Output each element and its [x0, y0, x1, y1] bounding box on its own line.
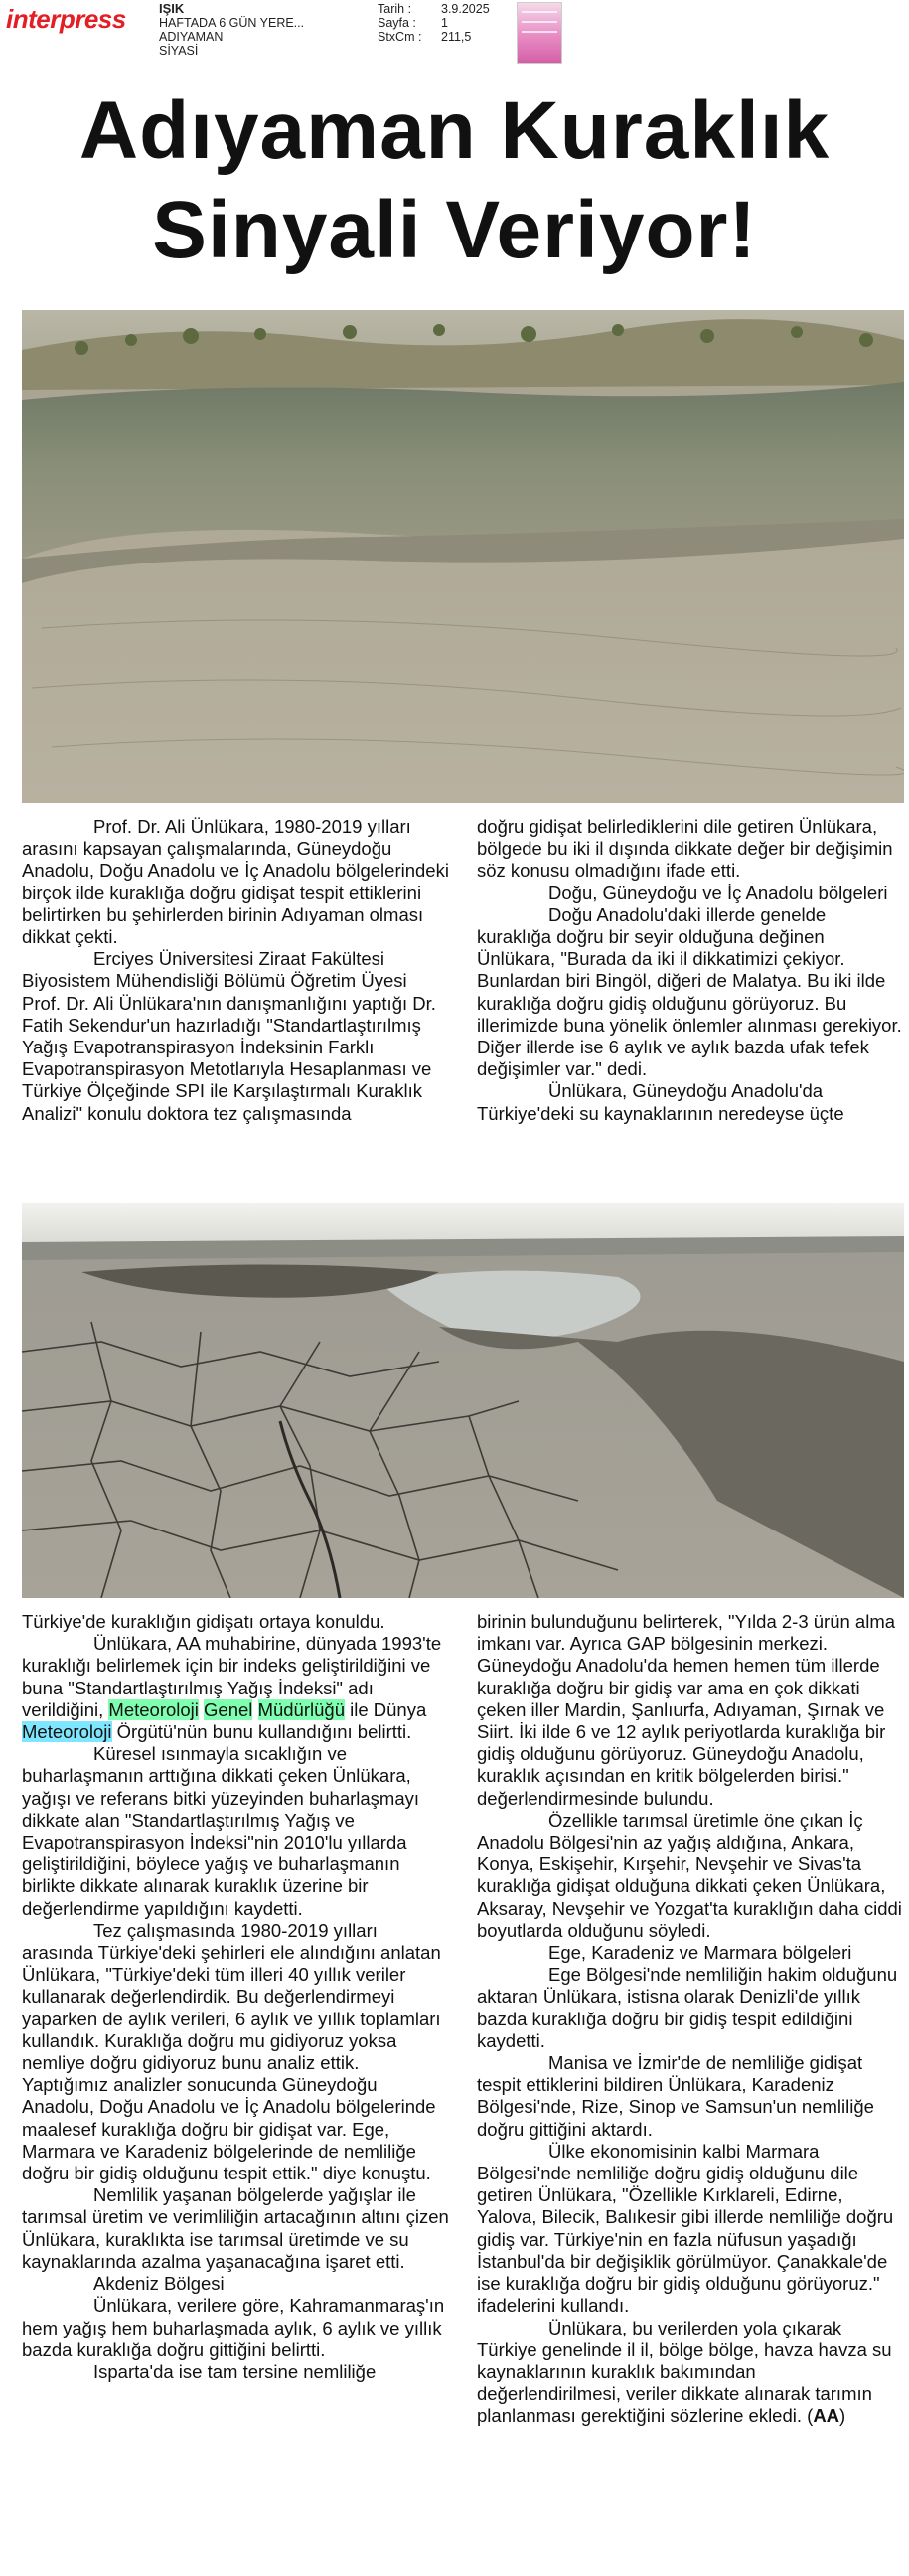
- subheading: Doğu, Güneydoğu ve İç Anadolu bölgeleri: [548, 882, 888, 903]
- text-run: Ünlükara, bu verilerden yola çıkarak Türkiye genelinde il il, bölge bölge, havza havza su kaynaklarının kuraklık bakımından değerlendirilmesi, veriler dikkate alınarak tarımın planlanması gerektiğini sözlerine ekledi. (: [477, 2317, 892, 2427]
- column-2-top: [477, 816, 904, 1125]
- column-2-bottom: [477, 1611, 904, 2428]
- paragraph: Nemlilik yaşanan bölgelerde yağışlar ile tarımsal üretim ve verimliliğin artacağının altını çizen Ünlükara, kuraklıkta ise tarımsal üretimde ve su kaynaklarında azalma yaşanacağına işaret etti.: [22, 2184, 449, 2272]
- publication-name: IŞIK: [159, 1, 185, 16]
- column-1-top: [22, 816, 449, 1125]
- paragraph: Erciyes Üniversitesi Ziraat Fakültesi Biyosistem Mühendisliği Bölümü Öğretim Üyesi Prof. Dr. Ali Ünlükara'nın danışmanlığını yaptığı Dr. Fatih Sekendur'un hazırladığı "Standartlaştırılmış Yağış Evapotranspirasyon İndeksinin Farklı Evapotranspirasyon Metotlarıyla Hesaplanması ve Türkiye Ölçeğinde SPI ile Karşılaştırmalı Kuraklık Analizi" konulu doktora tez çalışmasında: [22, 948, 436, 1124]
- article-title: [0, 81, 909, 280]
- text-run: Örgütü'nün bunu kullandığını belirtti.: [111, 1721, 412, 1743]
- text-run: Ünlükara, AA muhabirine, dünyada 1993'te kuraklığı belirlemek için bir indeks geliştirildiğini ve buna "Standartlaştırılmış Yağış İndeksi" adı verildiğini,: [22, 1633, 442, 1720]
- subheading: Akdeniz Bölgesi: [93, 2273, 225, 2295]
- paragraph-closing: [477, 2318, 904, 2428]
- paragraph: Ege Bölgesi'nde nemliliğin hakim olduğunu aktaran Ünlükara, istisna olarak Denizli'de yıllık bazda kuraklığa doğru bir gidiş tespit edildiğini kaydetti.: [477, 1964, 898, 2051]
- text-run: ile Dünya: [344, 1698, 427, 1720]
- stxcm-label: StxCm :: [378, 30, 422, 44]
- page-label: Sayfa :: [378, 16, 416, 30]
- page-thumbnail[interactable]: [517, 2, 562, 64]
- paragraph: doğru gidişat belirlediklerini dile getiren Ünlükara, bölgede bu iki il dışında dikkate değer bir değişimin söz konusu olmadığını ifade etti.: [477, 816, 893, 882]
- highlight-mudurlugu: Müdürlüğü: [257, 1698, 345, 1720]
- subheading: Ege, Karadeniz ve Marmara bölgeleri: [548, 1942, 852, 1964]
- photo-cracked-earth: [22, 1203, 904, 1598]
- paragraph: Küresel ısınmayla sıcaklığın ve buharlaşmanın arttığına dikkati çeken Ünlükara, yağışı ve referans bitki yüzeyinden buharlaşmayı dikkate alan "Standartlaştırılmış Yağış ve Evapotranspirasyon İndeksi"nin 2010'lu yıllarda geliştirildiğini, böylece yağış ve buharlaşmanın birlikte dikkate alınarak kuraklık üzerine bir değerlendirme yapıldığını kaydetti.: [22, 1743, 420, 1919]
- paragraph: Ülke ekonomisinin kalbi Marmara Bölgesi'nde nemliliğe doğru gidiş olduğunu dile getiren Ünlükara, "Özellikle Kırklareli, Edirne, Yalova, Bilecik, Balıkesir gibi illerde nemliliğe doğru gidiş var. Türkiye'nin en fazla nüfusun yaşadığı İstanbul'da bir değişiklik görülmüyor. Çanakkale'de ise kuraklığa doğru bir gidiş olduğunu görüyoruz." ifadelerini kullandı.: [477, 2140, 894, 2317]
- interpress-logo: interpress: [6, 4, 126, 34]
- column-1-bottom: [22, 1611, 449, 2383]
- stxcm-value: 211,5: [441, 30, 472, 44]
- paragraph: Manisa ve İzmir'de de nemliliğe gidişat tespit ettiklerini bildiren Ünlükara, Karadeniz Bölgesi'nde, Rize, Sinop ve Samsun'un nemliliğe doğru gittiğini aktardı.: [477, 2052, 874, 2140]
- highlight-meteoroloji: Meteoroloji: [108, 1698, 199, 1720]
- paragraph: Ünlükara, verilere göre, Kahramanmaraş'ın hem yağış hem buharlaşmada aylık, 6 aylık ve yıllık bazda kuraklığa doğru gittiğini belirtti.: [22, 2295, 445, 2360]
- highlight-genel: Genel: [204, 1698, 253, 1720]
- publication-info: [159, 2, 304, 58]
- photo-dried-reservoir: [22, 310, 904, 803]
- page-value: 1: [441, 16, 448, 30]
- highlight-meteoroloji-2: Meteoroloji: [22, 1721, 112, 1743]
- date-value: 3.9.2025: [441, 2, 490, 16]
- date-label: Tarih :: [378, 2, 412, 16]
- title-line-1: Adıyaman Kuraklık: [78, 85, 831, 176]
- text-run: ): [839, 2405, 846, 2427]
- paragraph: Isparta'da ise tam tersine nemliliğe: [93, 2360, 377, 2382]
- paragraph: Tez çalışmasında 1980-2019 yılları arasında Türkiye'deki şehirleri ele alındığını anlatan Ünlükara, "Türkiye'deki tüm illeri 40 yıllık veriler kullanarak değerlendirdik. Bu değerlendirmeyi yaparken de aylık verileri, 6 aylık ve yıllık toplamları kullandık. Kuraklığa doğru mu gidiyoruz yoksa nemliye doğru gidiyoruz bunu analiz ettik. Yaptığımız analizler sonucunda Güneydoğu Anadolu, Doğu Anadolu ve İç Anadolu bölgelerinde maalesef kuraklığa doğru bir gidişat var. Ege, Marmara ve Karadeniz bölgelerinde de nemliliğe doğru bir gidiş olduğunu tespit ettik." diye konuştu.: [22, 1919, 441, 2184]
- paragraph: birinin bulunduğunu belirterek, "Yılda 2-3 ürün alma imkanı var. Ayrıca GAP bölgesinin merkezi. Güneydoğu Anadolu'da hemen hemen tüm illerde kuraklığa doğru bir gidiş var ama en çok dikkati çeken iller Mardin, Şanlıurfa, Adıyaman, Şırnak ve Siirt. İki ilde 6 ve 12 aylık periyotlarda kuraklığa bir gidiş olduğunu görüyoruz. Güneydoğu Anadolu, kuraklık açısından en kritik bölgelerden birisi." değerlendirmesinde bulundu.: [477, 1611, 896, 1809]
- paragraph: Özellikle tarımsal üretimle öne çıkan İç Anadolu Bölgesi'nin az yağış aldığına, Ankara, Konya, Eskişehir, Kırşehir, Nevşehir ve Sivas'ta kuraklığa gidişat olduğuna dikkati çeken Ünlükara, Aksaray, Nevşehir ve Yozgat'ta kuraklığın daha ciddi boyutlarda olduğunu söyledi.: [477, 1809, 902, 1941]
- publication-section: SİYASİ: [159, 44, 199, 58]
- paragraph: Ünlükara, Güneydoğu Anadolu'da Türkiye'deki su kaynaklarının neredeyse üçte: [477, 1080, 844, 1124]
- paragraph-meteoroloji: [22, 1633, 449, 1743]
- clipping-header: [0, 0, 909, 68]
- paragraph: Prof. Dr. Ali Ünlükara, 1980-2019 yılları arasını kapsayan çalışmalarında, Güneydoğu Anadolu, Doğu Anadolu ve İç Anadolu bölgelerindeki birçok ilde kuraklığa doğru gidişat tespit ettiklerini belirtirken bu şehirlerden birinin Adıyaman olması dikkat çekti.: [22, 816, 449, 948]
- source-credit: AA: [813, 2405, 840, 2427]
- publication-city: ADIYAMAN: [159, 30, 224, 44]
- clipping-meta: [378, 2, 490, 44]
- paragraph: Doğu Anadolu'daki illerde genelde kuraklığa doğru bir seyir olduğuna değinen Ünlükara, "Burada da iki il dikkatimizi çekiyor. Bunlardan biri Bingöl, diğeri de Malatya. Bu iki ilde kuraklığa doğru gidiş olduğunu görüyoruz. Bu illerimizde buna yönelik önlemler alınması gerekiyor. Diğer illerde ise 6 aylık ve aylık bazda ufak tefek değişimler var." dedi.: [477, 903, 902, 1080]
- paragraph: Türkiye'de kuraklığın gidişatı ortaya konuldu.: [22, 1611, 385, 1632]
- publication-frequency: HAFTADA 6 GÜN YERE...: [159, 16, 305, 30]
- title-line-2: Sinyali Veriyor!: [152, 185, 757, 275]
